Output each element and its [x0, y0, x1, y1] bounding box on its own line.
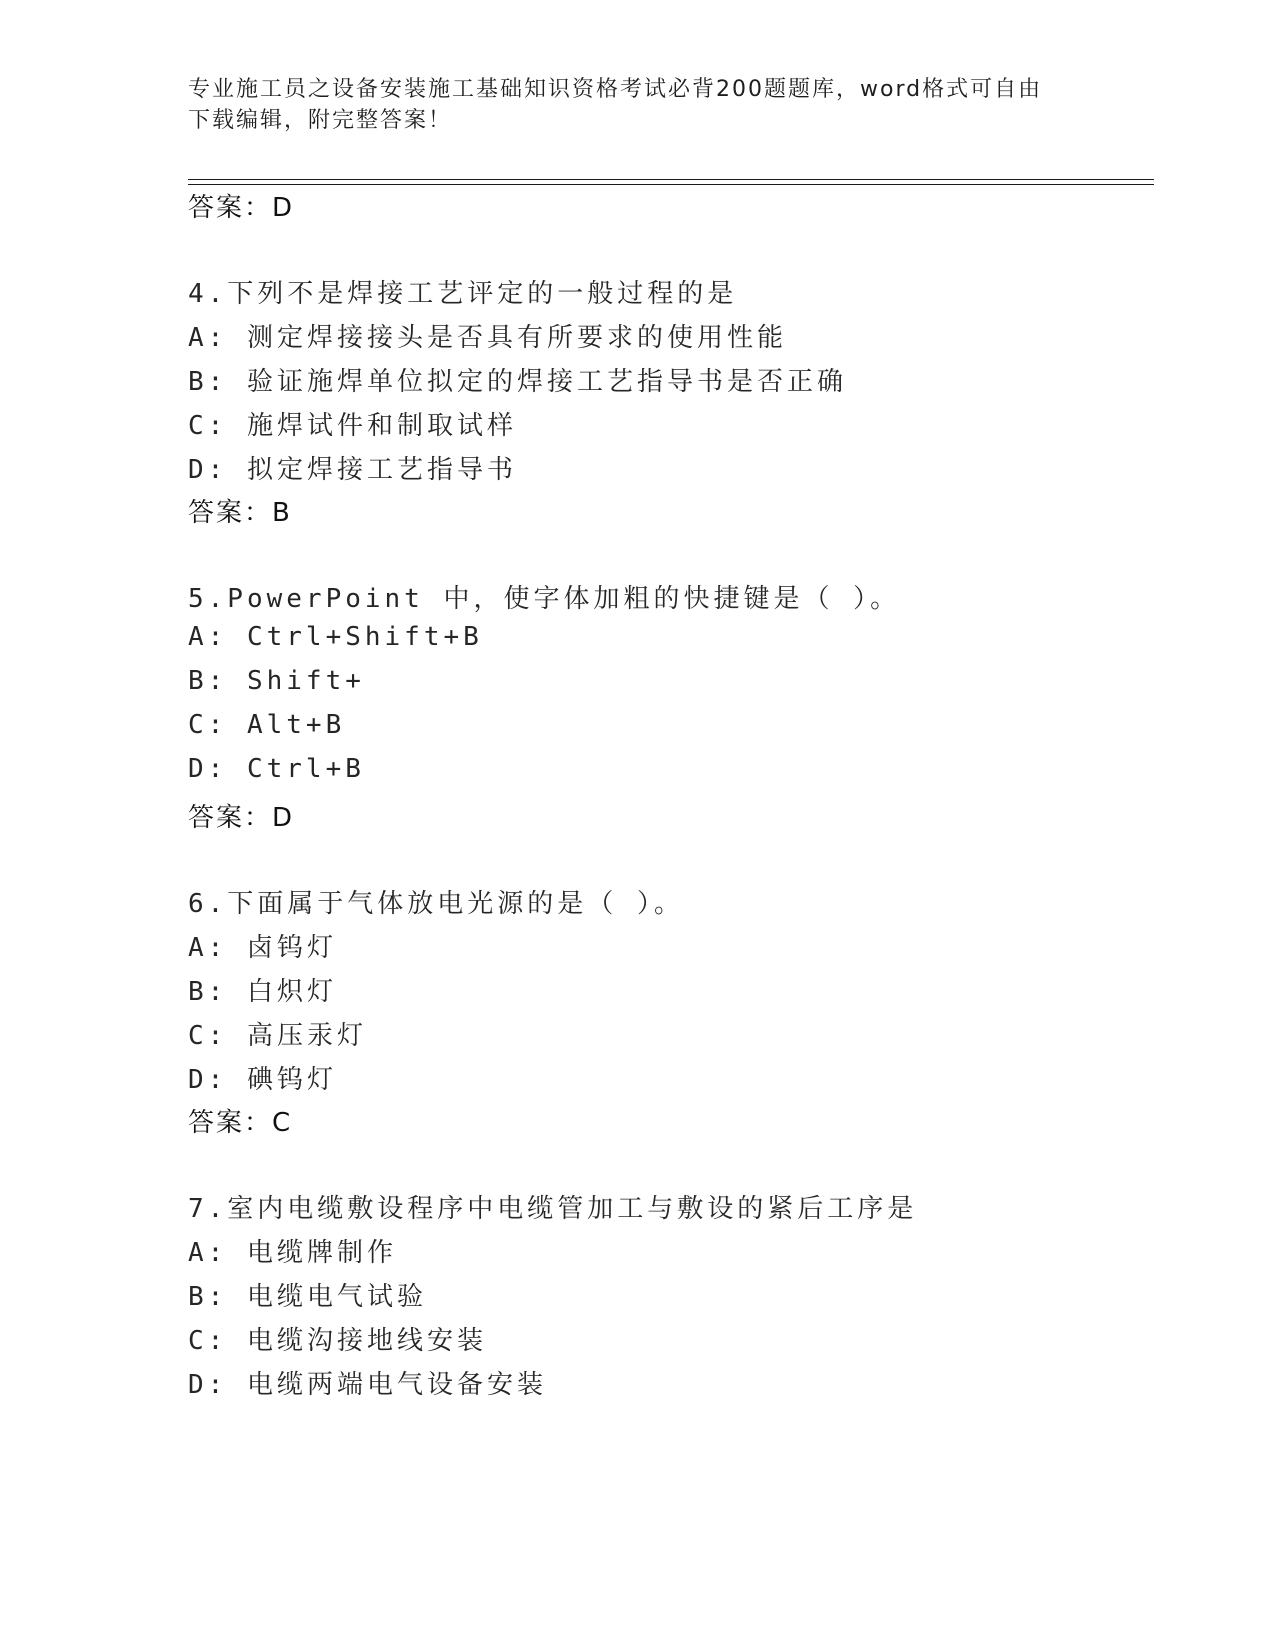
question-6-option-b: B: 白炽灯 [188, 977, 337, 1007]
header-line-1: 专业施工员之设备安装施工基础知识资格考试必背200题题库，word格式可自由 [188, 77, 1043, 102]
question-5-option-c: C: Alt+B [188, 710, 346, 740]
question-7-option-b: B: 电缆电气试验 [188, 1282, 427, 1312]
question-5-answer: 答案：D [188, 803, 295, 833]
question-4-option-c: C: 施焊试件和制取试样 [188, 411, 517, 441]
question-5-option-d: D: Ctrl+B [188, 754, 365, 784]
question-4-answer: 答案：B [188, 498, 292, 528]
question-5-option-b: B: Shift+ [188, 666, 365, 696]
question-7-stem: 7.室内电缆敷设程序中电缆管加工与敷设的紧后工序是 [188, 1194, 918, 1224]
question-5-option-a: A: Ctrl+Shift+B [188, 622, 483, 652]
previous-answer: 答案：D [188, 193, 295, 223]
question-6-option-c: C: 高压汞灯 [188, 1021, 367, 1051]
question-4-option-d: D: 拟定焊接工艺指导书 [188, 455, 517, 485]
header-rule-bottom [188, 184, 1154, 185]
question-4-stem: 4.下列不是焊接工艺评定的一般过程的是 [188, 279, 738, 309]
question-5-stem: 5.PowerPoint 中，使字体加粗的快捷键是（ ）。 [188, 584, 901, 614]
question-7-option-c: C: 电缆沟接地线安装 [188, 1326, 487, 1356]
question-7-option-d: D: 电缆两端电气设备安装 [188, 1370, 547, 1400]
question-4-option-a: A: 测定焊接接头是否具有所要求的使用性能 [188, 323, 787, 353]
question-6-answer: 答案：C [188, 1108, 293, 1138]
question-4-option-b: B: 验证施焊单位拟定的焊接工艺指导书是否正确 [188, 367, 847, 397]
question-7-option-a: A: 电缆牌制作 [188, 1238, 397, 1268]
question-6-option-a: A: 卤钨灯 [188, 933, 337, 963]
document-header [188, 74, 1068, 136]
question-6-option-d: D: 碘钨灯 [188, 1065, 337, 1095]
header-rule-top [188, 179, 1154, 180]
header-line-2: 下载编辑，附完整答案！ [188, 108, 453, 133]
question-6-stem: 6.下面属于气体放电光源的是（ ）。 [188, 889, 684, 919]
